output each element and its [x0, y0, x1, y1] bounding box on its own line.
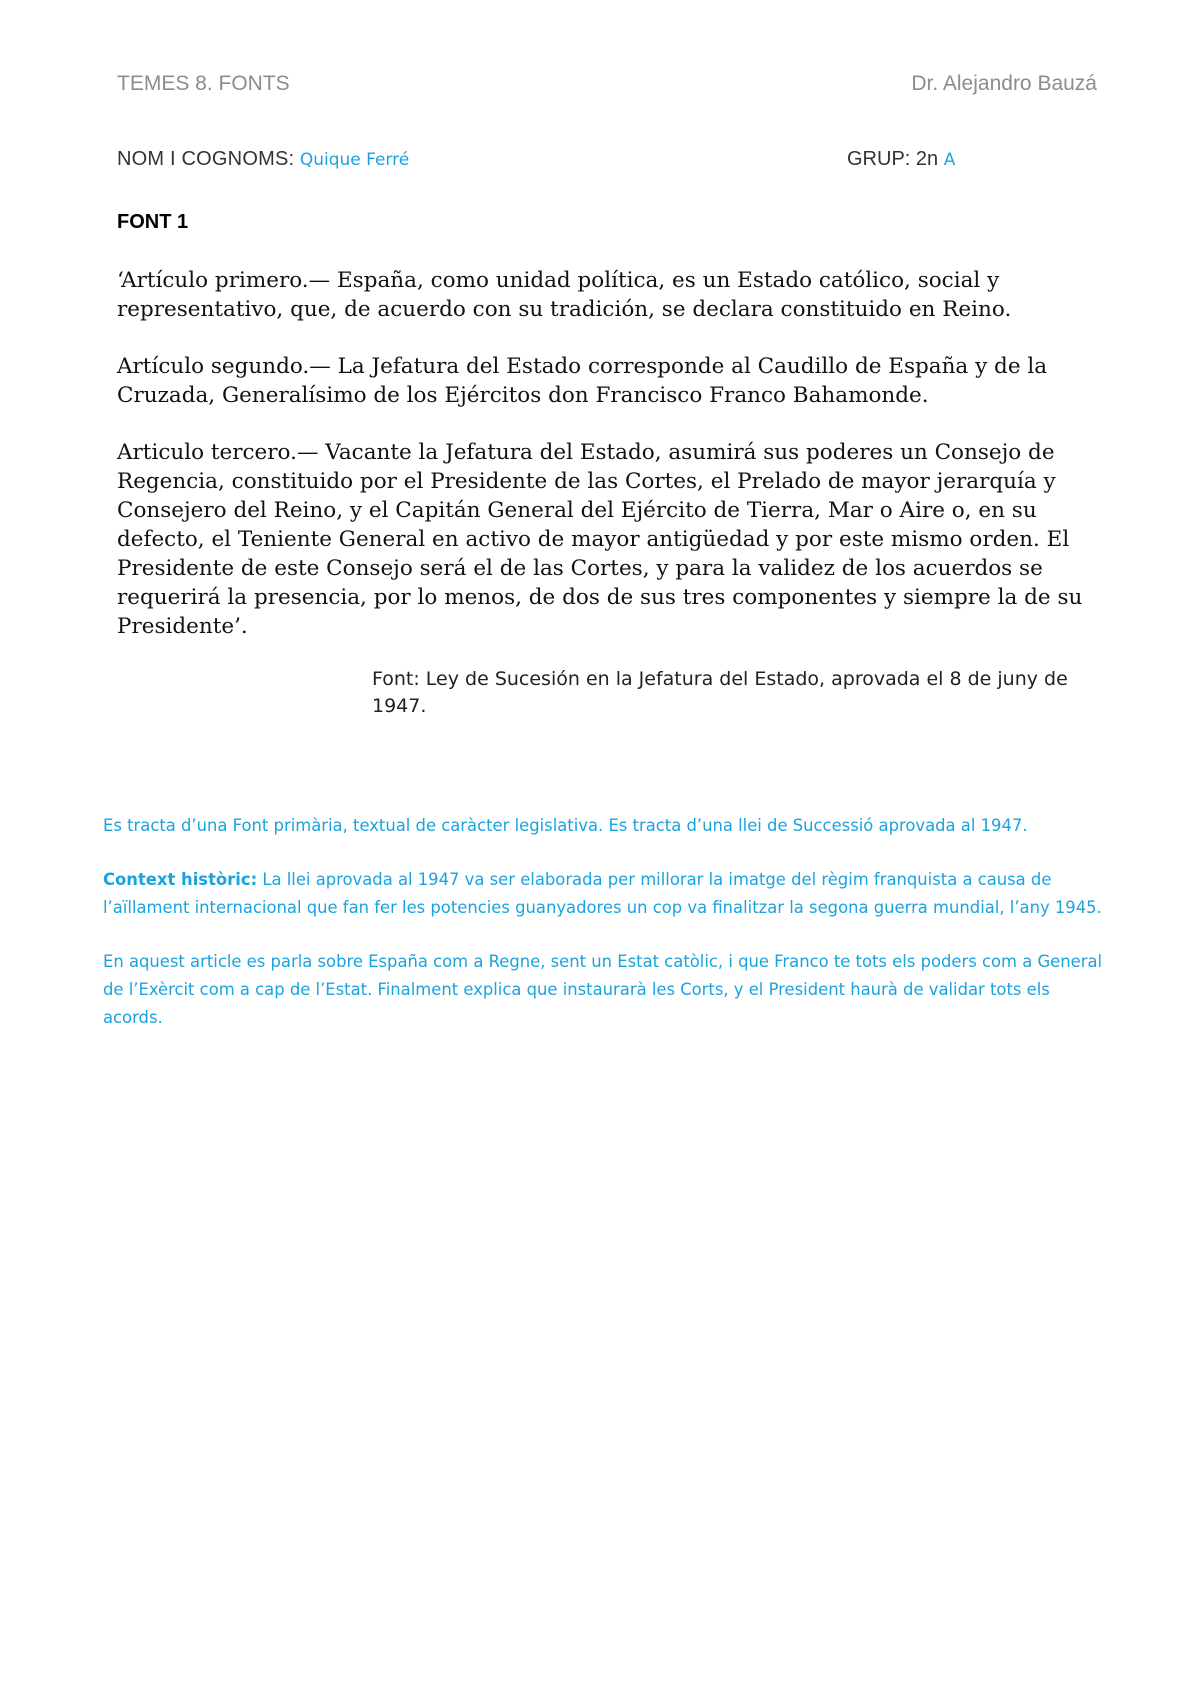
source-text: [117, 266, 1092, 669]
source-citation: Font: Ley de Sucesión en la Jefatura del Estado, aprovada el 8 de juny de 1947.: [372, 668, 1068, 717]
group-label: GRUP: 2n: [847, 148, 939, 170]
name-value: Quique Ferré: [299, 150, 410, 170]
group-value: A: [943, 150, 956, 170]
article-paragraph: ‘Artículo primero.— España, como unidad política, es un Estado católico, social y representativo, que, de acuerdo con su tradición, se declara constituido en Reino.: [117, 268, 1012, 322]
group-field: [847, 148, 955, 171]
header-course: TEMES 8. FONTS: [117, 72, 290, 95]
analysis-paragraph: Es tracta d’una Font primària, textual de caràcter legislativa. Es tracta d’una llei de Successió aprovada al 1947.: [103, 816, 1028, 835]
article-paragraph: Artículo segundo.— La Jefatura del Estado corresponde al Caudillo de España y de la Cruzada, Generalísimo de los Ejércitos don Francisco Franco Bahamonde.: [117, 354, 1048, 408]
context-text: La llei aprovada al 1947 va ser elaborada per millorar la imatge del règim franquista a causa de l’aïllament internacional que fan fer les potencies guanyadores un cop va finalitzar la segona guerra mundial, l’any 1945.: [103, 870, 1102, 917]
article-paragraph: Articulo tercero.— Vacante la Jefatura del Estado, asumirá sus poderes un Consejo de Regencia, constituido por el Presidente de las Cortes, el Prelado de mayor jerarquía y Consejero del Reino, y el Capitán General del Ejército de Tierra, Mar o Aire o, en su defecto, el Teniente General en activo de mayor antigüedad y por este mismo orden. El Presidente de este Consejo será el de las Cortes, y para la validez de los acuerdos se requerirá la presencia, por lo menos, de dos de sus tres componentes y siempre la de su Presidente’.: [117, 440, 1083, 639]
header-author: Dr. Alejandro Bauzá: [911, 72, 1097, 95]
student-analysis: [103, 812, 1103, 1058]
analysis-paragraph: En aquest article es parla sobre España com a Regne, sent un Estat catòlic, i que Franco te tots els poders com a General de l’Exèrcit com a cap de l’Estat. Finalment explica que instaurarà les Corts, y el President haurà de validar tots els acords.: [103, 952, 1103, 1027]
student-info-row: [117, 148, 1097, 171]
name-label: NOM I COGNOMS:: [117, 148, 295, 170]
context-label: Context històric:: [103, 870, 258, 889]
analysis-paragraph: [103, 866, 1103, 922]
source-title: FONT 1: [117, 211, 189, 233]
